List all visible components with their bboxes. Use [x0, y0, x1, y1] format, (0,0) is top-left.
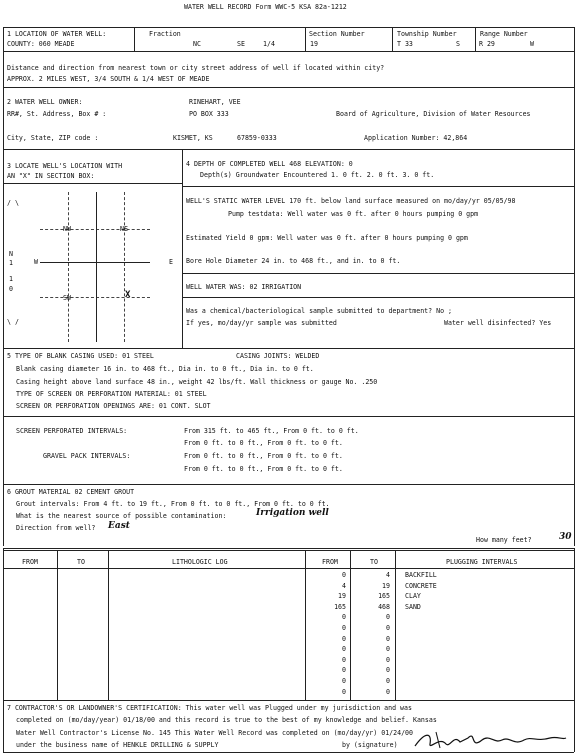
rule [3, 51, 574, 52]
rule [3, 700, 574, 701]
rule [574, 484, 575, 546]
water-use: WELL WATER WAS: 02 IRRIGATION [186, 283, 302, 291]
log-row-from: 0 [342, 645, 346, 653]
pump-test: Pump testdata: Well water was 0 ft. after 0 hours pumping 0 gpm [228, 210, 479, 218]
rule [3, 548, 574, 549]
fraction-3: 1/4 [263, 40, 275, 48]
how-many-feet-label: How many feet? [476, 536, 532, 544]
rule [57, 550, 58, 700]
rule [3, 149, 4, 348]
rule [305, 550, 306, 700]
corner-top: / \ [7, 199, 19, 207]
rule [392, 27, 393, 51]
rule [350, 550, 351, 700]
screen-intervals-label: SCREEN PERFORATED INTERVALS: [16, 427, 128, 435]
blank-casing: Blank casing diameter 16 in. to 468 ft., Dia in. to 0 ft., Dia in. to 0 ft. [16, 365, 314, 373]
rule [475, 27, 476, 51]
rule [574, 87, 575, 149]
margin-0: 0 [9, 285, 13, 293]
log-header-to-2: TO [370, 558, 378, 566]
log-header-from: FROM [22, 558, 38, 566]
rule [3, 548, 4, 700]
compass-w: W [34, 258, 38, 266]
board-label: Board of Agriculture, Division of Water Resources [336, 110, 531, 118]
rule [134, 27, 135, 51]
log-header-plugging: PLUGGING INTERVALS [446, 558, 518, 566]
rule [3, 700, 4, 752]
log-row-to: 0 [386, 666, 390, 674]
gravel-pack-2: From 0 ft. to 0 ft., From 0 ft. to 0 ft. [184, 465, 343, 473]
log-row-from: 0 [342, 688, 346, 696]
rule [3, 484, 4, 546]
rule [305, 27, 306, 51]
rule [3, 27, 4, 87]
certification-line-4: under the business name of HENKLE DRILLING & SUPPLY [16, 741, 219, 749]
location-label: 1 LOCATION OF WATER WELL: [7, 30, 107, 38]
depth-line: 4 DEPTH OF COMPLETED WELL 468 ELEVATION: 0 [186, 160, 353, 168]
locate-title-2: AN "X" IN SECTION BOX: [7, 172, 95, 180]
log-row-to: 0 [386, 656, 390, 664]
rule [182, 186, 574, 187]
rule [182, 297, 574, 298]
grid-line [40, 229, 150, 230]
sample-date: If yes, mo/day/yr sample was submitted [186, 319, 337, 327]
grid-line [40, 297, 150, 298]
rule [3, 484, 574, 485]
grout-material: 6 GROUT MATERIAL 02 CEMENT GROUT [7, 488, 135, 496]
owner-label: 2 WATER WELL OWNER: [7, 98, 83, 106]
grout-intervals: Grout intervals: From 4 ft. to 19 ft., From 0 ft. to 0 ft., From 0 ft. to 0 ft. [16, 500, 330, 508]
log-row-from: 0 [342, 571, 346, 579]
city-label: City, State, ZIP code : [7, 134, 99, 142]
gravel-pack-label: GRAVEL PACK INTERVALS: [43, 452, 131, 460]
casing-height: Casing height above land surface 48 in., weight 42 lbs/ft. Wall thickness or gauge No. .250 [16, 378, 378, 386]
fraction-2: SE [237, 40, 245, 48]
log-row-plugging: BACKFILL [405, 571, 437, 579]
log-row-to: 0 [386, 613, 390, 621]
range-w: W [530, 40, 534, 48]
gravel-pack-1: From 0 ft. to 0 ft., From 0 ft. to 0 ft. [184, 452, 343, 460]
log-header-to: TO [77, 558, 85, 566]
rule [3, 87, 574, 88]
rule [574, 700, 575, 752]
margin-1: 1 [9, 259, 13, 267]
rule [3, 149, 574, 150]
casing-type: 5 TYPE OF BLANK CASING USED: 01 STEEL [7, 352, 154, 360]
zip-value: 67859-0333 [237, 134, 277, 142]
rule [574, 548, 575, 700]
estimated-yield: Estimated Yield 0 gpm: Well water was 0 ft. after 0 hours pumping 0 gpm [186, 234, 468, 242]
rule [3, 568, 574, 569]
how-many-feet-value: 30 [559, 532, 572, 542]
log-header-lithologic: LITHOLOGIC LOG [172, 558, 228, 566]
direction-value: APPROX. 2 MILES WEST, 3/4 SOUTH & 1/4 WEST OF MEADE [7, 75, 210, 83]
bore-hole: Bore Hole Diameter 24 in. to 468 ft., and in. to 0 ft. [186, 257, 401, 265]
well-location-x: X [125, 290, 131, 300]
rule [574, 348, 575, 484]
fraction-1: NC [193, 40, 201, 48]
compass-e: E [169, 258, 173, 266]
log-row-from: 0 [342, 624, 346, 632]
chem-sample: Was a chemical/bacteriological sample submitted to department? No ; [186, 307, 452, 315]
log-row-from: 0 [342, 613, 346, 621]
log-row-to: 4 [386, 571, 390, 579]
form-header: WATER WELL RECORD Form WWC-5 KSA 82a-1212 [184, 3, 347, 11]
screen-intervals-2: From 0 ft. to 0 ft., From 0 ft. to 0 ft. [184, 439, 343, 447]
log-row-from: 0 [342, 666, 346, 674]
quadrant-sw: SW [63, 294, 71, 302]
township-t: T 33 [397, 40, 413, 48]
log-row-to: 0 [386, 635, 390, 643]
rule [3, 348, 574, 349]
disinfected: Water well disinfected? Yes [444, 319, 552, 327]
log-row-from: 165 [334, 603, 346, 611]
section-label: Section Number [309, 30, 365, 38]
locate-title-1: 3 LOCATE WELL'S LOCATION WITH [7, 162, 123, 170]
certification-line-3: Water Well Contractor's License No. 145 This Water Well Record was completed on (mo/day/yr) 01/24/00 [16, 729, 413, 737]
log-row-plugging: SAND [405, 603, 421, 611]
township-s: S [456, 40, 460, 48]
contamination-value: Irrigation well [256, 508, 329, 518]
screen-intervals-1: From 315 ft. to 465 ft., From 0 ft. to 0 ft. [184, 427, 359, 435]
rule [3, 87, 4, 149]
rule [3, 752, 574, 753]
rule [3, 183, 182, 184]
county-value: COUNTY: 060 MEADE [7, 40, 75, 48]
rule [574, 27, 575, 87]
log-row-from: 0 [342, 635, 346, 643]
margin-1b: 1 [9, 275, 13, 283]
margin-n: N [9, 250, 13, 258]
rule [574, 149, 575, 348]
log-row-from: 19 [338, 592, 346, 600]
handwritten-signature [410, 728, 570, 752]
log-row-to: 0 [386, 624, 390, 632]
rule [108, 550, 109, 700]
city-value: KISMET, KS [173, 134, 213, 142]
address-label: RR#, St. Address, Box # : [7, 110, 107, 118]
casing-joints: CASING JOINTS: WELDED [236, 352, 320, 360]
certification-line-2: completed on (mo/day/year) 01/18/00 and this record is true to the best of my knowledge and belief. Kansas [16, 716, 437, 724]
owner-value: RINEHART, VEE [189, 98, 241, 106]
static-level: WELL'S STATIC WATER LEVEL 170 ft. below land surface measured on mo/day/yr 05/05/98 [186, 197, 516, 205]
range-r: R 29 [479, 40, 495, 48]
log-header-from-2: FROM [322, 558, 338, 566]
direction-label: Distance and direction from nearest town or city street address of well if located within city? [7, 64, 385, 72]
log-row-to: 0 [386, 677, 390, 685]
rule [3, 416, 574, 417]
log-row-from: 0 [342, 656, 346, 664]
screen-material: TYPE OF SCREEN OR PERFORATION MATERIAL: 01 STEEL [16, 390, 207, 398]
log-row-to: 165 [378, 592, 390, 600]
range-label: Range Number [480, 30, 528, 38]
log-row-to: 468 [378, 603, 390, 611]
grid-line [124, 192, 125, 342]
direction-value: East [108, 521, 130, 531]
log-row-to: 0 [386, 645, 390, 653]
grid-axis [40, 262, 150, 263]
address-value: PO BOX 333 [189, 110, 229, 118]
corner-bottom: \ / [7, 318, 19, 326]
grid-line [68, 192, 69, 342]
rule [182, 273, 574, 274]
grid-axis [96, 192, 97, 342]
rule [395, 550, 396, 700]
section-value: 19 [310, 40, 318, 48]
township-label: Township Number [397, 30, 457, 38]
quadrant-ne: NE [120, 225, 128, 233]
log-row-to: 0 [386, 688, 390, 696]
log-row-plugging: CLAY [405, 592, 421, 600]
groundwater-line: Depth(s) Groundwater Encountered 1. 0 ft. 2. 0 ft. 3. 0 ft. [200, 171, 435, 179]
screen-openings: SCREEN OR PERFORATION OPENINGS ARE: 01 CONT. SLOT [16, 402, 211, 410]
fraction-label: Fraction [149, 30, 181, 38]
quadrant-nw: NW [63, 225, 71, 233]
rule [3, 550, 574, 551]
log-row-to: 19 [382, 582, 390, 590]
contamination-label: What is the nearest source of possible contamination: [16, 512, 227, 520]
signature-label: by (signature) [342, 741, 398, 749]
application-number: Application Number: 42,864 [364, 134, 468, 142]
log-row-from: 0 [342, 677, 346, 685]
direction-label: Direction from well? [16, 524, 96, 532]
log-row-plugging: CONCRETE [405, 582, 437, 590]
rule [182, 149, 183, 348]
certification-line-1: 7 CONTRACTOR'S OR LANDOWNER'S CERTIFICATION: This water well was Plugged under my jurisdiction and was [7, 704, 412, 712]
log-row-from: 4 [342, 582, 346, 590]
rule [3, 27, 574, 28]
